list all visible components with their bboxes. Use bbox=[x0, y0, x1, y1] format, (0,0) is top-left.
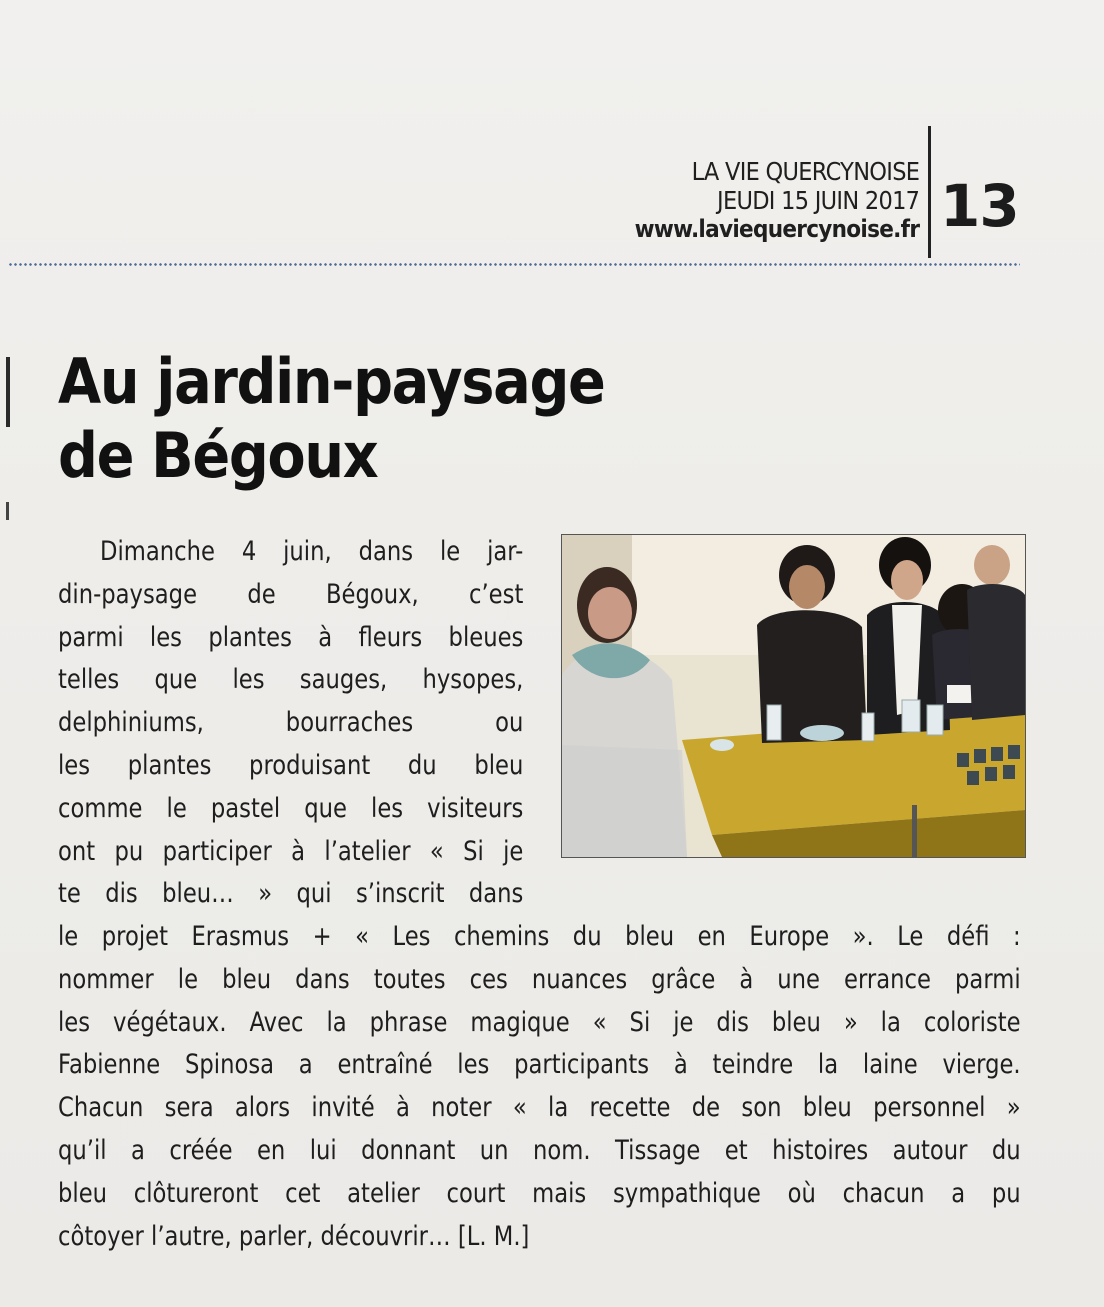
workshop-photo-illustration bbox=[562, 535, 1025, 857]
dotted-rule bbox=[8, 262, 1020, 267]
body-line: nommer le bleu dans toutes ces nuances grâce à une errance parmi bbox=[58, 963, 1021, 995]
page-header bbox=[603, 157, 919, 244]
body-line: Dimanche 4 juin, dans le jar- bbox=[100, 536, 524, 567]
body-line: comme le pastel que les visiteurs bbox=[58, 792, 524, 824]
body-line: côtoyer l’autre, parler, découvrir… [L. M.] bbox=[58, 1220, 530, 1252]
page-number: 13 bbox=[940, 172, 1019, 240]
body-line: Fabienne Spinosa a entraîné les participants à teindre la laine vierge. bbox=[58, 1049, 1021, 1081]
body-line: bleu clôtureront cet atelier court mais sympathique où chacun a pu bbox=[58, 1177, 1021, 1209]
body-line: qu’il a créée en lui donnant un nom. Tissage et histoires autour du bbox=[58, 1134, 1021, 1166]
column-marker-small bbox=[6, 502, 9, 520]
body-line: ont pu participer à l’atelier « Si je bbox=[58, 835, 524, 867]
publication-name: LA VIE QUERCYNOISE bbox=[691, 157, 919, 186]
article-body-narrow bbox=[58, 531, 523, 916]
headline-line: Au jardin-paysage bbox=[58, 345, 605, 418]
body-line: les végétaux. Avec la phrase magique « Si je dis bleu » la coloriste bbox=[58, 1006, 1021, 1038]
body-line: parmi les plantes à fleurs bleues bbox=[58, 621, 524, 653]
body-line: Chacun sera alors invité à noter « la recette de son bleu personnel » bbox=[58, 1092, 1021, 1124]
column-marker bbox=[6, 357, 10, 427]
body-line: te dis bleu… » qui s’inscrit dans bbox=[58, 878, 524, 910]
body-line: din-paysage de Bégoux, c’est bbox=[58, 578, 524, 610]
body-line: le projet Erasmus + « Les chemins du bleu en Europe ». Le défi : bbox=[58, 921, 1021, 952]
article-body-wide bbox=[58, 916, 1021, 1258]
article-headline bbox=[58, 345, 605, 493]
header-divider bbox=[928, 126, 931, 258]
website-link[interactable]: www.laviequercynoise.fr bbox=[634, 215, 919, 243]
body-line: telles que les sauges, hysopes, bbox=[58, 664, 524, 696]
body-line: les plantes produisant du bleu bbox=[58, 749, 524, 781]
headline-line: de Bégoux bbox=[58, 419, 378, 492]
publication-date: JEUDI 15 JUIN 2017 bbox=[716, 186, 919, 215]
article-photo bbox=[561, 534, 1026, 858]
body-line: delphiniums, bourraches ou bbox=[58, 707, 524, 739]
